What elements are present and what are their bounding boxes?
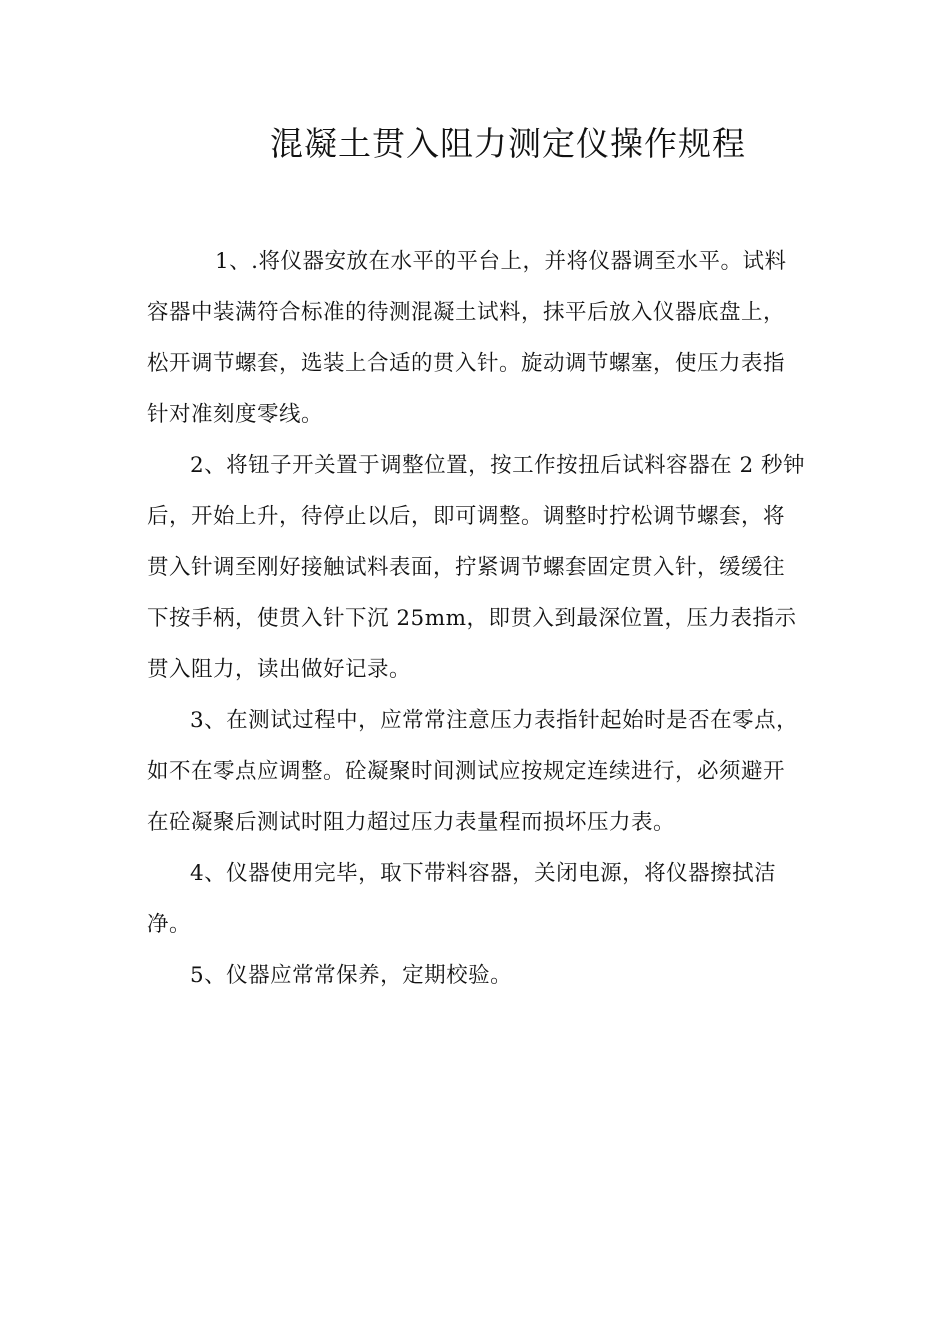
paragraph-line: 贯入阻力，读出做好记录。 [147,657,412,682]
paragraph-line: 松开调节螺套，选装上合适的贯入针。旋动调节螺塞，使压力表指 [147,351,786,376]
paragraph-line: 2、将钮子开关置于调整位置，按工作按扭后试料容器在 2 秒钟 [190,453,806,478]
document-body [147,236,807,1001]
paragraph-line: 下按手柄，使贯入针下沉 25mm，即贯入到最深位置，压力表指示 [147,606,797,631]
paragraph-4 [147,848,807,950]
paragraph-line: 容器中装满符合标准的待测混凝土试料，抹平后放入仪器底盘上， [147,300,786,325]
paragraph-3 [147,695,807,848]
paragraph-line: 贯入针调至刚好接触试料表面，拧紧调节螺套固定贯入针，缓缓往 [147,555,786,580]
paragraph-2 [147,440,807,695]
paragraph-5 [147,950,807,1001]
paragraph-line: 5、仪器应常常保养，定期校验。 [190,963,513,988]
paragraph-1 [147,236,807,440]
paragraph-line: 4、仪器使用完毕，取下带料容器，关闭电源，将仪器擦拭洁 [190,861,777,886]
paragraph-line: 后，开始上升，待停止以后，即可调整。调整时拧松调节螺套，将 [147,504,786,529]
paragraph-line: 如不在零点应调整。砼凝聚时间测试应按规定连续进行，必须避开 [147,759,786,784]
paragraph-line: 3、在测试过程中，应常常注意压力表指针起始时是否在零点， [190,708,799,733]
paragraph-line: 在砼凝聚后测试时阻力超过压力表量程而损坏压力表。 [147,810,676,835]
paragraph-line: 针对准刻度零线。 [147,402,324,427]
paragraph-line: 1、.将仪器安放在水平的平台上，并将仪器调至水平。试料 [215,249,787,274]
document-title: 混凝土贯入阻力测定仪操作规程 [270,124,746,163]
paragraph-line: 净。 [147,912,192,937]
